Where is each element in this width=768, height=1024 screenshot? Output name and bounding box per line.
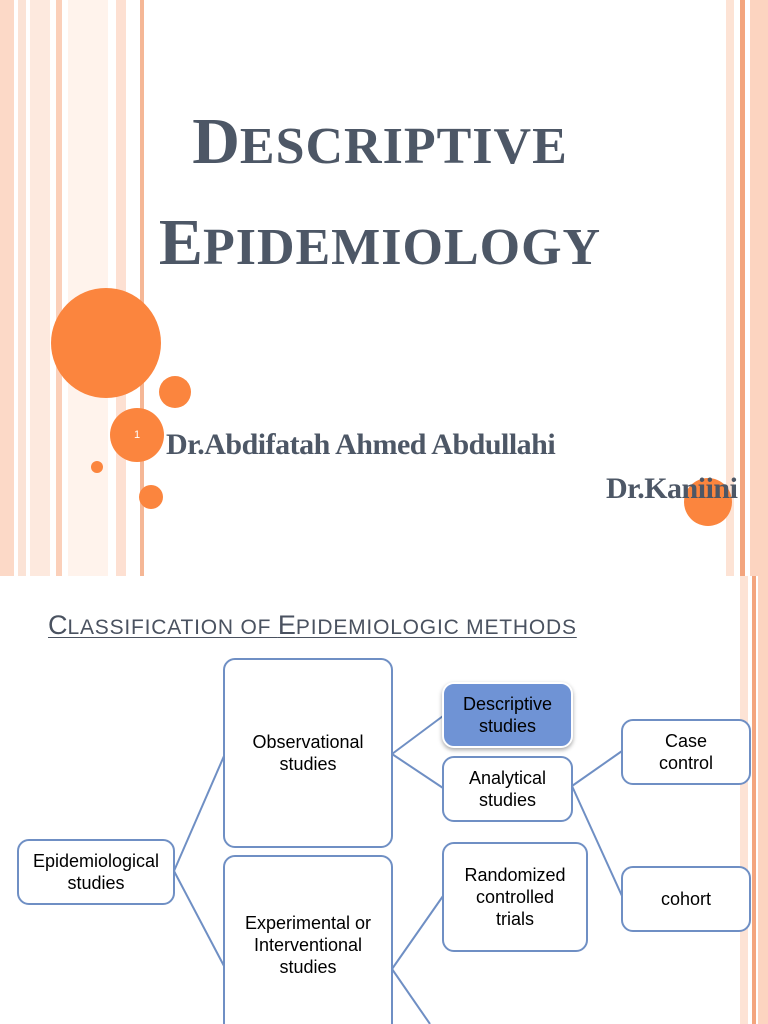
author-2: Dr.Kaniini — [606, 472, 738, 505]
left-stripe-3 — [30, 0, 50, 576]
classification-slide — [0, 576, 768, 1024]
connector-observational-analytical — [392, 754, 443, 788]
medium-circle — [159, 376, 191, 408]
node-analytical-studies: Analytical studies — [442, 756, 573, 822]
title-line-1: DESCRIPTIVE — [192, 105, 568, 178]
large-circle — [51, 288, 161, 398]
connector-epi-experimental — [174, 871, 224, 966]
left-stripe-1 — [0, 0, 14, 576]
slide-title — [140, 100, 620, 302]
node-observational-studies: Observational studies — [223, 658, 393, 848]
small-circle — [139, 485, 163, 509]
left-stripe-4 — [56, 0, 62, 576]
connector-epi-observational — [174, 756, 224, 871]
author-1: Dr.Abdifatah Ahmed Abdullahi — [166, 428, 556, 461]
right-stripe-3 — [750, 0, 768, 576]
tiny-circle — [91, 461, 103, 473]
slide-heading: CLASSIFICATION OF EPIDEMIOLOGIC METHODS — [48, 610, 577, 640]
node-descriptive-studies: Descriptive studies — [442, 682, 573, 748]
node-randomized-controlled-trials: Randomized controlled trials — [442, 842, 588, 952]
left-stripe-6 — [116, 0, 126, 576]
right-stripe-2 — [740, 0, 745, 576]
connector-observational-descriptive — [392, 716, 443, 754]
node-cohort: cohort — [621, 866, 751, 932]
node-case-control: Case control — [621, 719, 751, 785]
title-line-2: EPIDEMIOLOGY — [158, 206, 602, 279]
connector-analytical-casecontrol — [572, 751, 622, 786]
connector-experimental-rct — [392, 896, 443, 969]
node-experimental-studies: Experimental or Interventional studies — [223, 855, 393, 1024]
node-epidemiological-studies: Epidemiological studies — [17, 839, 175, 905]
connector-experimental-lower — [392, 969, 430, 1024]
left-stripe-2 — [18, 0, 26, 576]
slide-number: 1 — [133, 429, 141, 441]
